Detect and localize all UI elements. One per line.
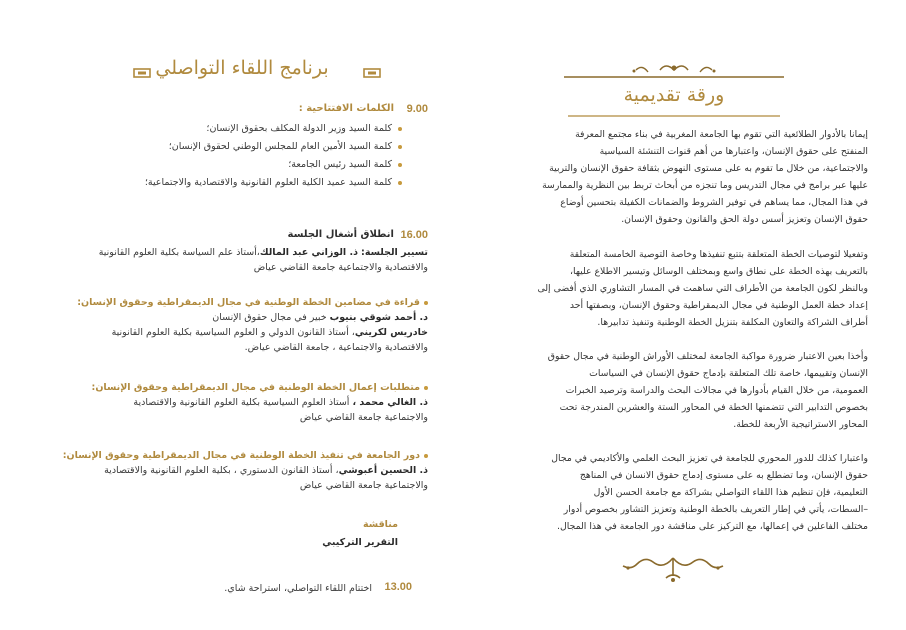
- divider-icon: [568, 112, 780, 120]
- session-title: انطلاق أشغال الجلسة: [287, 229, 394, 240]
- top-ornament-icon: [564, 60, 784, 80]
- intro-paragraph-1: إيمانا بالأدوار الطلائعية التي تقوم بها الجامعة المغربية في بناء مجتمع المعرفة المنفتح على حقوق الإنسان، واعتبارها من أهم قنوات التنشئة السياسية والاجتماعية، من خلال ما تقوم به على مستوى النهوض بثقافة حقوق الإنسان والتربية عليها عبر برامج في مجال التدريس وما تنجزه من أبحاث تربط بين النظرية والممارسة في هذا المجال، مما يساهم في توفير الشروط والضمانات الكفيلة بتحسين أوضاع حقوق الإنسان وتعزيز أسس دولة الحق والقانون وحقوق الإنسان.: [542, 129, 868, 225]
- list-item: كلمة السيد الأمين العام للمجلس الوطني لحقوق الإنسان؛: [72, 138, 402, 156]
- bullet-icon: [398, 163, 402, 167]
- intro-paragraph-2: وتفعيلا لتوصيات الخطة المتعلقة بتتبع تنفيذها وخاصة التوصية الخامسة المتعلقة بالتعريف بهذه الخطة على نطاق واسع وبمختلف الوسائل وتيسير الاطلاع عليها، وبالنظر لكون الجامعة من الأطراف التي ساهمت في المسار التشاوري الذي أفضى إلى إعداد خطة العمل الوطنية في مجال الديمقراطية وحقوق الإنسان، وبصفتها أحد أطراف الشراكة والتعاون المكلفة بتنزيل الخطة الوطنية وتنفيذ تدابيرها.: [537, 249, 868, 328]
- list-item: كلمة السيد عميد الكلية العلوم القانونية والاقتصادية والاجتماعية؛: [72, 174, 402, 192]
- closing-block: [50, 581, 428, 601]
- discussion-title: مناقشة: [363, 519, 398, 530]
- bullet-icon: [398, 127, 402, 131]
- chair-name: ذ. الوزاني عبد المالك: [259, 247, 358, 258]
- intro-title: ورقة تقديمية: [623, 84, 725, 106]
- opening-time: 9.00: [406, 103, 428, 115]
- closing-text: اختتام اللقاء التواصلي، استراحة شاي.: [224, 583, 372, 594]
- speaker-name: د. أحمد شوقي بنيوب: [329, 312, 428, 323]
- intro-paragraph-3: وأخذا بعين الاعتبار ضرورة مواكبة الجامعة لمختلف الأوراش الوطنية في مجال حقوق الإنسان وتقييمها، خاصة تلك المتعلقة بإدماج حقوق الإنسان في السياسات العمومية، من خلال القيام بأدوارها في مجالات البحث والدراسة وترصيد الخبرات بخصوص التدابير التي تتضمنها الخطة في المحاور الستة والعشرين المندرجة تحت المحاور الاستراتيجية الأربعة للخطة.: [547, 351, 868, 430]
- speaker-desc: ، أستاذ القانون الدولي و العلوم السياسية بكلية العلوم القانونية: [111, 327, 355, 338]
- program-title: برنامج اللقاء التواصلي: [155, 57, 329, 79]
- program-column: [50, 55, 428, 615]
- opening-list: [72, 120, 402, 192]
- talk2-block: [50, 380, 428, 430]
- session-block: [50, 229, 428, 279]
- speaker-name: ذ. الغالي محمد ،: [352, 397, 428, 408]
- bullet-icon: [424, 454, 428, 458]
- bullet-icon: [424, 301, 428, 305]
- bottom-ornament-icon: [608, 554, 738, 584]
- ornament-icon: [130, 67, 152, 79]
- bullet-icon: [398, 145, 402, 149]
- speaker-name: خادريس لكريني: [354, 327, 428, 338]
- intro-paragraph-4: واعتبارا كذلك للدور المحوري للجامعة في تعزيز البحث العلمي والأكاديمي في مجال حقوق الإنسان، وما تضطلع به على مستوى إدماج حقوق الانسان في المناهج التعليمية، فإن تنظيم هذا اللقاء التواصلي بشراكة مع جامعة الحسن الأول –السطات، يأتي في إطار التعريف بالخطة الوطنية وتعزيز التشاور بخصوص أدوار مختلف الفاعلين في إعمالها، مع التركيز على مناقشة دور الجامعة في هذا المجال.: [551, 453, 868, 532]
- chair-desc: ،أستاذ علم السياسة بكلية العلوم القانونية: [98, 247, 260, 258]
- speaker-desc: أستاذ العلوم السياسية بكلية العلوم القانونية والاقتصادية: [133, 397, 350, 408]
- speaker-desc: خبير في مجال حقوق الإنسان: [212, 312, 327, 323]
- list-item: كلمة السيد رئيس الجامعة؛: [72, 156, 402, 174]
- chair-desc-cont: والاقتصادية والاجتماعية جامعة القاضي عياض: [253, 262, 428, 273]
- speaker-desc-cont: والاقتصادية والاجتماعية ، جامعة القاضي عياض.: [244, 342, 428, 353]
- intro-column: [478, 60, 870, 620]
- bullet-icon: [424, 386, 428, 390]
- talk1-block: [50, 295, 428, 365]
- closing-time: 13.00: [384, 581, 412, 593]
- bullet-icon: [398, 181, 402, 185]
- session-chair: [50, 245, 428, 275]
- talk3-title: دور الجامعة في تنفيذ الخطة الوطنية في مجال الديمقراطية وحقوق الإنسان:: [50, 448, 428, 463]
- speaker-desc-cont: والاجتماعية جامعة القاضي عياض: [299, 480, 428, 491]
- discussion-block: [50, 517, 428, 557]
- talk2-title: متطلبات إعمال الخطة الوطنية في مجال الديمقراطية وحقوق الإنسان:: [50, 380, 428, 395]
- chair-label: تسيير الجلسة:: [361, 247, 428, 258]
- session-time: 16.00: [400, 229, 428, 241]
- opening-title: الكلمات الافتتاحية :: [298, 103, 394, 114]
- talk3-block: [50, 448, 428, 498]
- speaker-desc: ، أستاذ القانون الدستوري ، بكلية العلوم القانونية والاقتصادية: [104, 465, 339, 476]
- speaker-name: ذ. الحسين أعبوشي: [338, 465, 428, 476]
- program-header: [50, 55, 428, 91]
- ornament-icon: [362, 67, 384, 79]
- talk1-title: قراءة في مضامين الخطة الوطنية في مجال الديمقراطية وحقوق الإنسان:: [50, 295, 428, 310]
- opening-block: [50, 103, 428, 203]
- speaker-desc-cont: والاجتماعية جامعة القاضي عياض: [299, 412, 428, 423]
- list-item: كلمة السيد وزير الدولة المكلف بحقوق الإنسان؛: [72, 120, 402, 138]
- report-title: التقرير التركيبي: [322, 537, 398, 548]
